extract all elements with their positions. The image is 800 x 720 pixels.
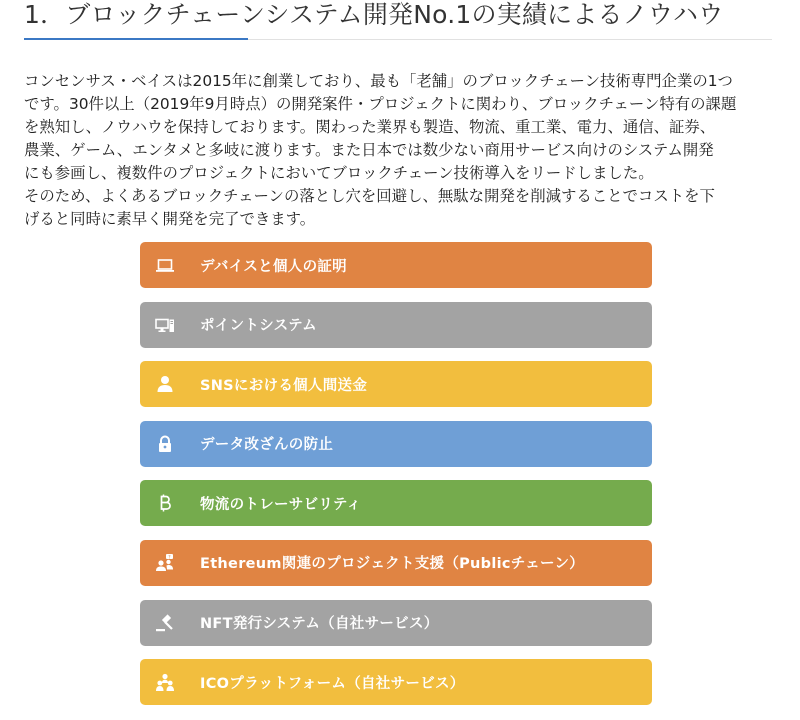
feature-button-ico-platform[interactable]	[140, 659, 652, 705]
feature-button-nft-system[interactable]	[140, 600, 652, 646]
title-divider-accent	[24, 38, 248, 40]
laptop-icon	[155, 255, 175, 275]
lock-icon	[155, 434, 175, 454]
person-icon	[155, 374, 175, 394]
feature-list	[140, 242, 652, 719]
feature-button-point-system[interactable]	[140, 302, 652, 348]
intro-line: げると同時に素早く開発を完了できます。	[24, 210, 316, 228]
feature-button-logistics-traceability[interactable]	[140, 480, 652, 526]
feature-label: SNSにおける個人間送金	[200, 377, 368, 394]
feature-button-ethereum-support[interactable]	[140, 540, 652, 586]
intro-line: そのため、よくあるブロックチェーンの落とし穴を回避し、無駄な開発を削減することでコストを下	[24, 187, 715, 205]
users-icon	[155, 553, 175, 573]
feature-button-device-identity[interactable]	[140, 242, 652, 288]
section-title: 1．ブロックチェーンシステム開発No.1の実績によるノウハウ	[24, 0, 724, 29]
intro-paragraph	[24, 70, 784, 231]
feature-label: ポイントシステム	[200, 318, 317, 335]
feature-label: 物流のトレーサビリティ	[200, 496, 362, 513]
feature-button-sns-remittance[interactable]	[140, 361, 652, 407]
feature-label: NFT発行システム（自社サービス）	[200, 616, 439, 633]
feature-button-tamper-prevention[interactable]	[140, 421, 652, 467]
intro-line: コンセンサス・ベイスは2015年に創業しており、最も「老舗」のブロックチェーン技術専門企業の1つ	[24, 72, 733, 90]
desktop-computer-icon	[155, 315, 175, 335]
bitcoin-icon	[155, 493, 175, 513]
feature-label: ICOプラットフォーム（自社サービス）	[200, 675, 465, 692]
feature-label: デバイスと個人の証明	[200, 258, 347, 275]
gavel-icon	[155, 613, 175, 633]
feature-label: データ改ざんの防止	[200, 437, 334, 454]
intro-line: を熟知し、ノウハウを保持しております。関わった業界も製造、物流、重工業、電力、通信、証券、	[24, 118, 716, 136]
group-icon	[155, 672, 175, 692]
intro-line: です。30件以上（2019年9月時点）の開発案件・プロジェクトに関わり、ブロックチェーン特有の課題	[24, 95, 737, 113]
intro-line: にも参画し、複数件のプロジェクトにおいてブロックチェーン技術導入をリードしました。	[24, 164, 654, 182]
intro-line: 農業、ゲーム、エンタメと多岐に渡ります。また日本では数少ない商用サービス向けのシステム開発	[24, 141, 714, 159]
svg-text:?: ?	[168, 555, 171, 561]
feature-label: Ethereum関連のプロジェクト支援（Publicチェーン）	[200, 556, 585, 573]
